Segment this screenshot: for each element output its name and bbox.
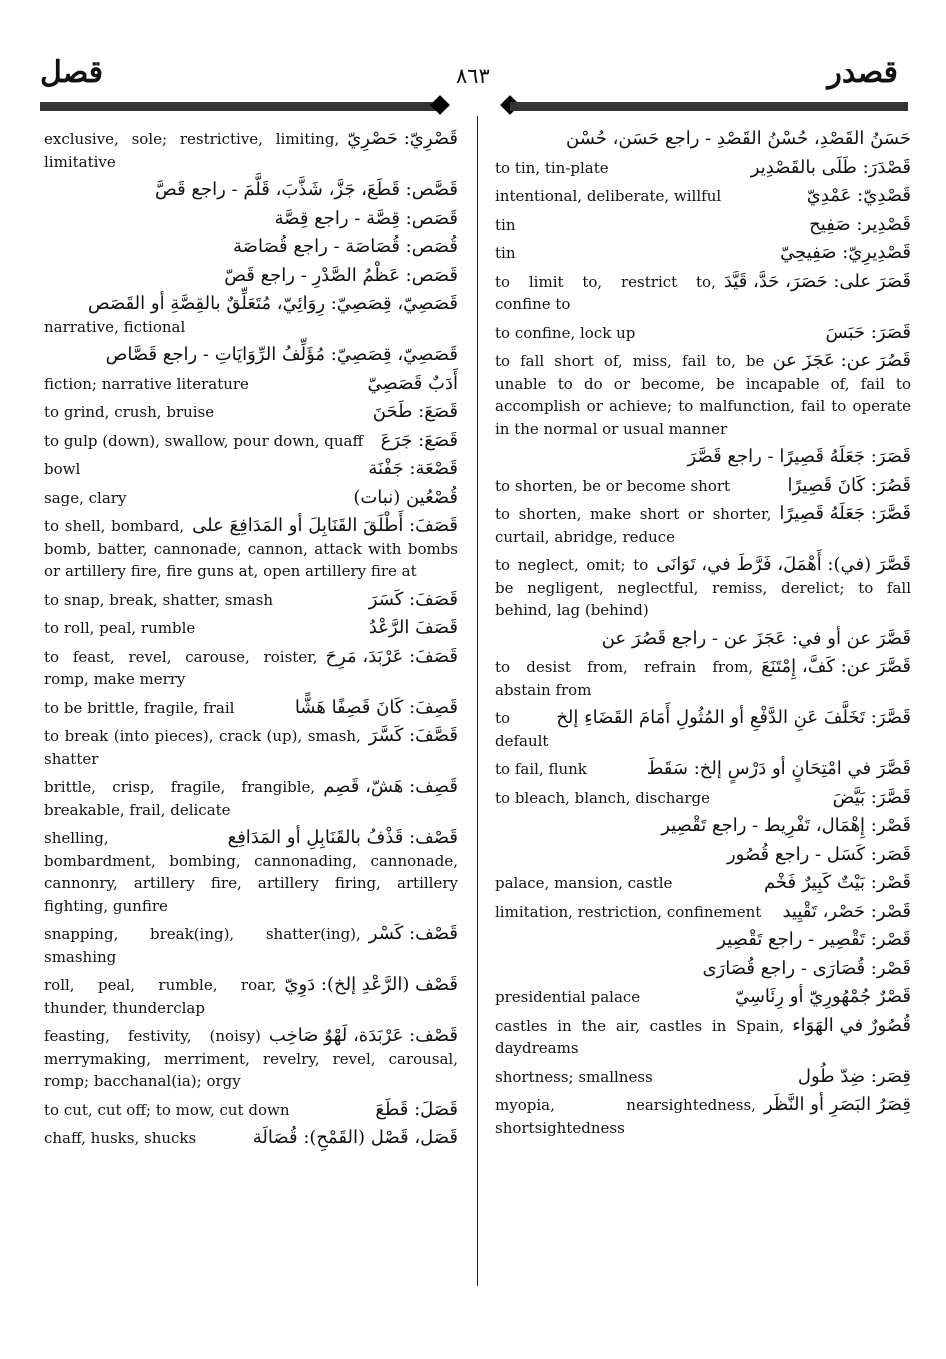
english-definition: brittle, crisp, fragile, frangible, breakable, frail, delicate [44,778,316,819]
arabic-cross-reference: قَصَص: قِصَّة - راجع قِصَّة [274,207,458,229]
dictionary-entry [495,758,911,781]
english-definition: to break (into pieces), crack (up), smash, shatter [44,727,361,768]
dictionary-entry [495,1066,911,1089]
dictionary-entry [44,697,458,720]
english-definition: palace, mansion, castle [495,874,673,892]
arabic-headword: قَصْدِيرِيّ: صَفِيحِيّ [780,242,911,263]
english-definition: roll, peal, rumble, roar, thunder, thunderclap [44,976,277,1017]
english-definition: to default [495,709,549,750]
dictionary-entry [495,815,911,838]
english-definition: to feast, revel, carouse, roister, romp, make merry [44,647,318,688]
dictionary-entry [495,929,911,952]
english-definition: to grind, crush, bruise [44,403,215,421]
english-definition: to desist from, refrain from, abstain from [495,658,754,699]
arabic-headword: قُصْعُين (نبات) [353,486,458,508]
arabic-cross-reference: قَصْر: إِهْمَال، تَفْرِيط - راجع تَقْصِير [661,815,911,836]
arabic-headword: قَصَرَ: حَبَسَ [825,321,911,343]
arabic-headword: قَصْف: عَرْبَدَة، لَهْوٌ صَاخِب [268,1025,458,1046]
english-definition: to gulp (down), swallow, pour down, quaff [44,431,364,450]
arabic-headword: قَصْدِيّ: عَمْدِيّ [806,185,911,206]
dictionary-entry [44,1099,458,1122]
arabic-headword: قَصَّرَ: بَيَّضَ [832,786,911,808]
dictionary-entry [44,179,458,202]
dictionary-entry [44,515,458,583]
dictionary-entry [495,554,911,622]
dictionary-entry [44,208,458,231]
english-definition: to fail, flunk [495,760,587,778]
header-rule-right [510,102,908,111]
arabic-headword: قَصْعَة: جَفْنَة [368,458,458,479]
dictionary-entry [495,901,911,924]
english-definition: to shorten, be or become short [495,476,731,495]
dictionary-entry [495,628,911,651]
arabic-cross-reference: قَصَصِيّ، قِصَصِيّ: مُؤَلِّفُ الرِّوَايَاتِ - راجع قَصَّاص [105,344,458,365]
arabic-cross-reference: قَصَّص: قَطَعَ، جَزَّ، شَذَّبَ، قَلَّمَ - راجع قَصَّ [155,179,458,200]
dictionary-entry [44,430,458,453]
arabic-cross-reference: قَصَّرَ عن أو في: عَجَزَ عن - راجع قَصُرَ عن [601,627,911,649]
dictionary-entry [495,185,911,208]
english-definition: exclusive, sole; restrictive, limiting, limitative [44,130,340,171]
dictionary-entry [44,265,458,288]
dictionary-entry [44,725,458,770]
english-definition: shelling, bombardment, bombing, cannonading, cannonade, cannonry, artillery fire, artillery firing, artillery fighting, gunfire [44,829,458,915]
arabic-headword: قَصْرِيّ: حَصْرِيّ [347,128,458,149]
dictionary-entry [495,242,911,265]
dictionary-entry [44,1127,458,1150]
english-definition: chaff, husks, shucks [44,1129,197,1147]
dictionary-entry [44,827,458,917]
arabic-headword: قَصِفَ: كَانَ قَصِفًا هَشًّا [294,696,458,718]
dictionary-entry [495,844,911,867]
english-definition: to fall short of, miss, fail to, be unable to do or become, be incapable of, fail to accomplish or achieve; to malfunction, fail to operate in the normal or usual manner [495,352,911,438]
arabic-headword: قِصَر: ضِدّ طُول [797,1065,911,1087]
arabic-headword: قِصَرُ البَصَرِ أو النَّظَر [763,1094,911,1115]
dictionary-entry [495,872,911,895]
dictionary-entry [495,475,911,498]
english-definition: to roll, peal, rumble [44,619,196,637]
header-ornament-left [430,95,450,115]
dictionary-entry [495,656,911,701]
arabic-headword: قَصَرَ على: حَصَرَ، حَدَّ، قَيَّدَ [723,270,911,292]
dictionary-entry [44,776,458,821]
english-definition: narrative, fictional [44,317,186,336]
dictionary-entry [44,236,458,259]
arabic-headword: قُصُورٌ في الهَوَاء [792,1014,911,1036]
left-column [44,128,458,1156]
dictionary-entry [495,787,911,810]
english-definition: presidential palace [495,988,641,1006]
arabic-cross-reference: قَصَص: عَظْمُ الصَّدْرِ - راجع قَصّ [224,264,458,286]
dictionary-entry [495,350,911,440]
english-definition: castles in the air, castles in Spain, daydreams [495,1016,785,1057]
arabic-cross-reference: حَسَنُ القَصْدِ، حُسْنُ القَصْدِ - راجع حَسَن، حُسْن [566,128,911,149]
english-definition: to tin, tin-plate [495,158,609,177]
arabic-headword: قَصَّفَ: كَسَّرَ [368,725,458,746]
arabic-headword: قَصَفَ: كَسَرَ [368,588,458,610]
english-definition: to limit to, restrict to, confine to [495,272,716,313]
arabic-headword: أَدَبٌ قَصَصِيّ [367,372,458,394]
english-definition: to confine, lock up [495,323,636,342]
english-definition: bowl [44,460,81,478]
english-definition: snapping, break(ing), shatter(ing), smashing [44,925,361,966]
english-definition: to shorten, make short or shorter, curtail, abridge, reduce [495,505,772,546]
dictionary-entry [495,157,911,180]
dictionary-entry [44,401,458,424]
dictionary-entry [495,1094,911,1139]
arabic-headword: قَصَصِيّ، قِصَصِيّ: رِوَائِيّ، مُتَعَلِّقٌ بالقِصَّةِ أو القَصَص [87,293,458,314]
arabic-headword: قَصِف: هَشّ، قَصِم [323,776,458,797]
english-definition: to bleach, blanch, discharge [495,788,710,807]
page-number: ٨٦٣ [456,64,490,88]
arabic-headword: قَصَّرَ في امْتِحَانٍ أو دَرْسٍ إلخ: سَقَطَ [646,758,911,779]
english-definition: to cut, cut off; to mow, cut down [44,1100,290,1119]
arabic-headword: قَصَّرَ: جَعَلَهُ قَصِيرًا [779,503,911,524]
dictionary-entry [495,128,911,151]
english-definition: tin [495,244,516,262]
dictionary-entry [44,589,458,612]
column-divider [477,116,478,1286]
dictionary-entry [44,646,458,691]
english-definition: to be brittle, fragile, frail [44,698,235,717]
guide-word-left: قصل [40,55,104,90]
arabic-headword: قَصَّرَ (في): أَهْمَلَ، فَرَّطَ في، تَوَانَى [656,554,911,575]
dictionary-entry [44,344,458,367]
arabic-headword: قَصَفَ الرَّعْدُ [368,617,458,638]
arabic-headword: قَصْف: كَسْر [368,923,458,944]
dictionary-entry [44,458,458,481]
dictionary-entry [44,923,458,968]
english-definition: shortness; smallness [495,1067,653,1086]
arabic-cross-reference: قَصْر: قُصَارَى - راجع قُصَارَى [702,957,911,979]
arabic-headword: قَصَفَ: عَرْبَدَ، مَرِحَ [325,645,458,667]
english-definition: sage, clary [44,488,127,507]
english-definition: fiction; narrative literature [44,374,249,393]
dictionary-entry [495,446,911,469]
english-definition: to neglect, omit; to be negligent, neglectful, remiss, derelict; to fall behind, lag (behind) [495,556,911,619]
dictionary-entry [495,503,911,548]
arabic-headword: قَصَّرَ عن: كَفَّ، إِمْتَنَعَ [761,656,911,677]
arabic-headword: قَصْف: قَذْفُ بالقَنَابِلِ أو المَدَافِع [227,827,458,848]
dictionary-entry [44,1025,458,1093]
arabic-headword: قَصَعَ: طَحَنَ [372,401,458,422]
arabic-headword: قَصْف (الرَّعْدِ إلخ): دَوِيّ [284,974,458,995]
dictionary-entry [495,322,911,345]
dictionary-entry [495,214,911,237]
english-definition: feasting, festivity, (noisy) merrymaking, merriment, revelry, revel, carousal, romp; bacchanal(ia); orgy [44,1027,458,1090]
arabic-headword: قَصَّرَ: تَخَلَّفَ عَنِ الدَّفْعِ أو المُثُولِ أَمَامَ القَضَاءِ إلخ [556,707,911,728]
arabic-cross-reference: قُصَص: قُصَاصَة - راجع قُصَاصَة [233,236,458,257]
arabic-headword: قَصَل، قَصْل (القَمْحِ): قُصَالَة [252,1127,458,1148]
english-definition: tin [495,215,516,234]
dictionary-entry [44,293,458,338]
dictionary-entry [44,487,458,510]
dictionary-entry [44,373,458,396]
dictionary-entry [44,617,458,640]
arabic-headword: قَصَعَ: جَرَعَ [380,429,458,451]
english-definition: intentional, deliberate, willful [495,187,722,205]
arabic-headword: قَصُرَ عن: عَجَزَ عن [772,350,911,371]
arabic-headword: قَصَلَ: قَطَعَ [375,1098,458,1120]
arabic-headword: قَصْر: حَصْر، تَقْيِيد [782,900,911,922]
arabic-headword: قَصْر: بَيْتٌ كَبِيرٌ فَخْم [763,872,911,893]
dictionary-entry [495,707,911,752]
arabic-headword: قَصَفَ: أَطْلَقَ القَنَابِلَ أو المَدَافِعَ على [192,515,458,536]
dictionary-entry [495,271,911,316]
dictionary-entry [495,1015,911,1060]
arabic-headword: قَصْرٌ جُمْهُورِيّ أو رِئَاسِيّ [734,986,911,1007]
english-definition: to snap, break, shatter, smash [44,590,273,609]
arabic-headword: قَصُرَ: كَانَ قَصِيرًا [787,474,911,496]
dictionary-entry [495,986,911,1009]
dictionary-entry [44,974,458,1019]
arabic-cross-reference: قَصْر: تَقْصِير - راجع تَقْصِير [717,929,911,950]
header-rule-left [40,102,438,111]
arabic-headword: قَصْدَرَ: طَلَى بالقَصْدِير [750,156,911,178]
dictionary-entry [495,958,911,981]
english-definition: to shell, bombard, bomb, batter, cannonade, cannon, attack with bombs or artillery fire, fire guns at, open artillery fire at [44,517,458,580]
guide-word-right: قصدر [827,55,898,90]
english-definition: myopia, nearsightedness, shortsightedness [495,1096,756,1137]
dictionary-entry [44,128,458,173]
right-column [495,128,911,1145]
arabic-cross-reference: قَصَرَ: جَعَلَهُ قَصِيرًا - راجع قَصَّرَ [687,446,911,467]
english-definition: limitation, restriction, confinement [495,902,762,921]
arabic-cross-reference: قَصَر: كَسَل - راجع قُصُور [726,843,911,865]
arabic-headword: قَصْدِير: صَفِيح [809,213,911,235]
